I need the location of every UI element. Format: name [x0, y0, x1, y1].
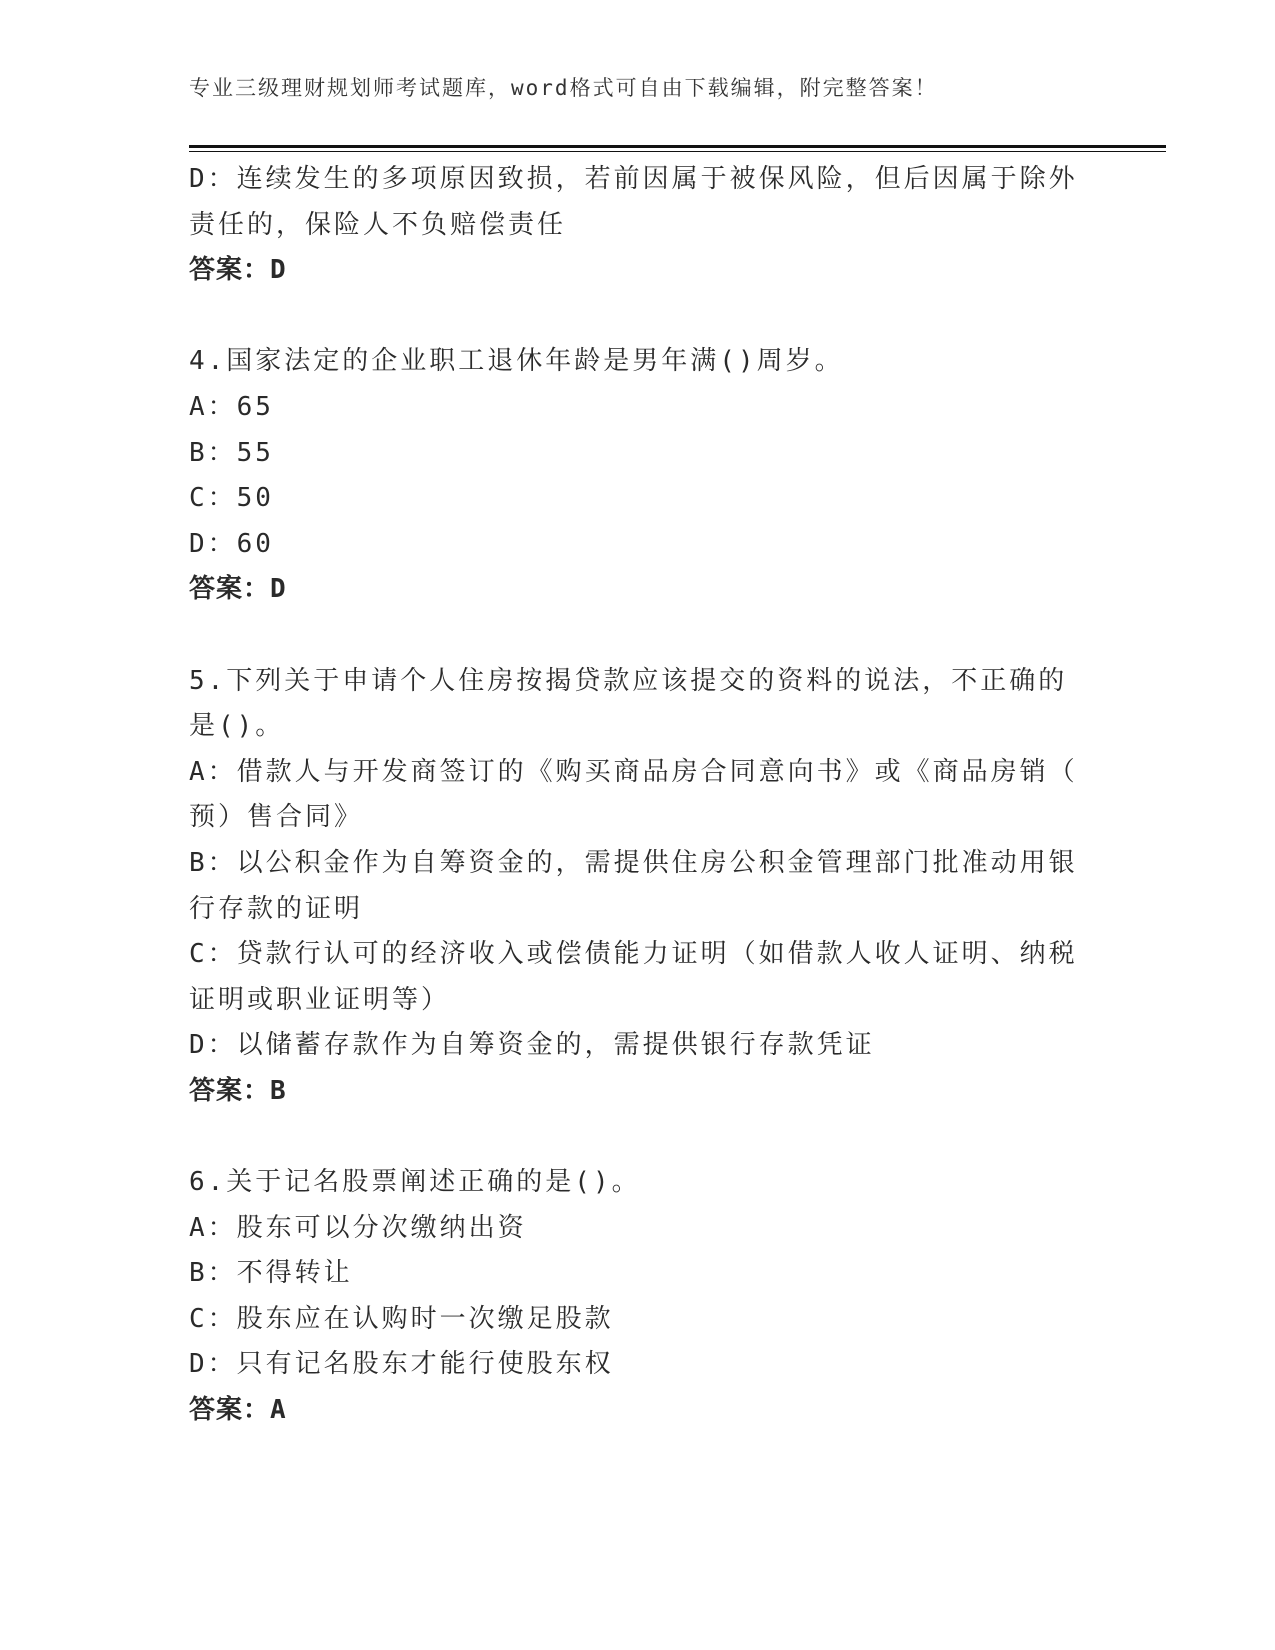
answer-line: 答案：B	[189, 1075, 287, 1106]
option-line: A：借款人与开发商签订的《购买商品房合同意向书》或《商品房销（	[189, 756, 1078, 787]
question-stem: 5.下列关于申请个人住房按揭贷款应该提交的资料的说法，不正确的	[189, 665, 1068, 696]
option-line: 预）售合同》	[189, 802, 364, 833]
option-line: D：以储蓄存款作为自筹资金的，需提供银行存款凭证	[189, 1030, 875, 1061]
option-line: 证明或职业证明等）	[189, 984, 451, 1015]
question-5	[189, 659, 1089, 1115]
option-line: D：连续发生的多项原因致损，若前因属于被保风险，但后因属于除外	[189, 164, 1078, 194]
option-line: B：不得转让	[189, 1258, 353, 1289]
spacer	[189, 1114, 1089, 1160]
option-line: C：贷款行认可的经济收入或偿债能力证明（如借款人收人证明、纳税	[189, 939, 1078, 970]
option-line: B：55	[189, 437, 274, 468]
question-stem: 是()。	[189, 711, 285, 742]
question-6	[189, 1160, 1089, 1434]
option-line: B：以公积金作为自筹资金的，需提供住房公积金管理部门批准动用银	[189, 847, 1078, 878]
header-rule-thick	[189, 145, 1166, 148]
question-stem: 6.关于记名股票阐述正确的是()。	[189, 1167, 641, 1198]
spacer	[189, 294, 1089, 340]
option-line: 行存款的证明	[189, 893, 364, 924]
option-line: A：65	[189, 391, 274, 422]
option-line: 责任的，保险人不负赔偿责任	[189, 209, 567, 240]
answer-line: 答案：D	[189, 574, 287, 605]
answer-line: 答案：A	[189, 1395, 287, 1426]
spacer	[189, 613, 1089, 659]
prev-question-tail	[189, 157, 1089, 294]
option-line: C：股东应在认购时一次缴足股款	[189, 1303, 614, 1334]
option-line: C：50	[189, 483, 274, 514]
question-content	[189, 157, 1089, 1434]
answer-line: 答案：D	[189, 255, 287, 286]
header-rule-thin	[189, 151, 1166, 152]
question-stem: 4.国家法定的企业职工退休年龄是男年满()周岁。	[189, 346, 844, 377]
question-4	[189, 339, 1089, 613]
option-line: A：股东可以分次缴纳出资	[189, 1212, 527, 1243]
option-line: D：只有记名股东才能行使股东权	[189, 1349, 614, 1380]
page-header: 专业三级理财规划师考试题库，word格式可自由下载编辑，附完整答案！	[189, 76, 938, 100]
option-line: D：60	[189, 528, 274, 559]
